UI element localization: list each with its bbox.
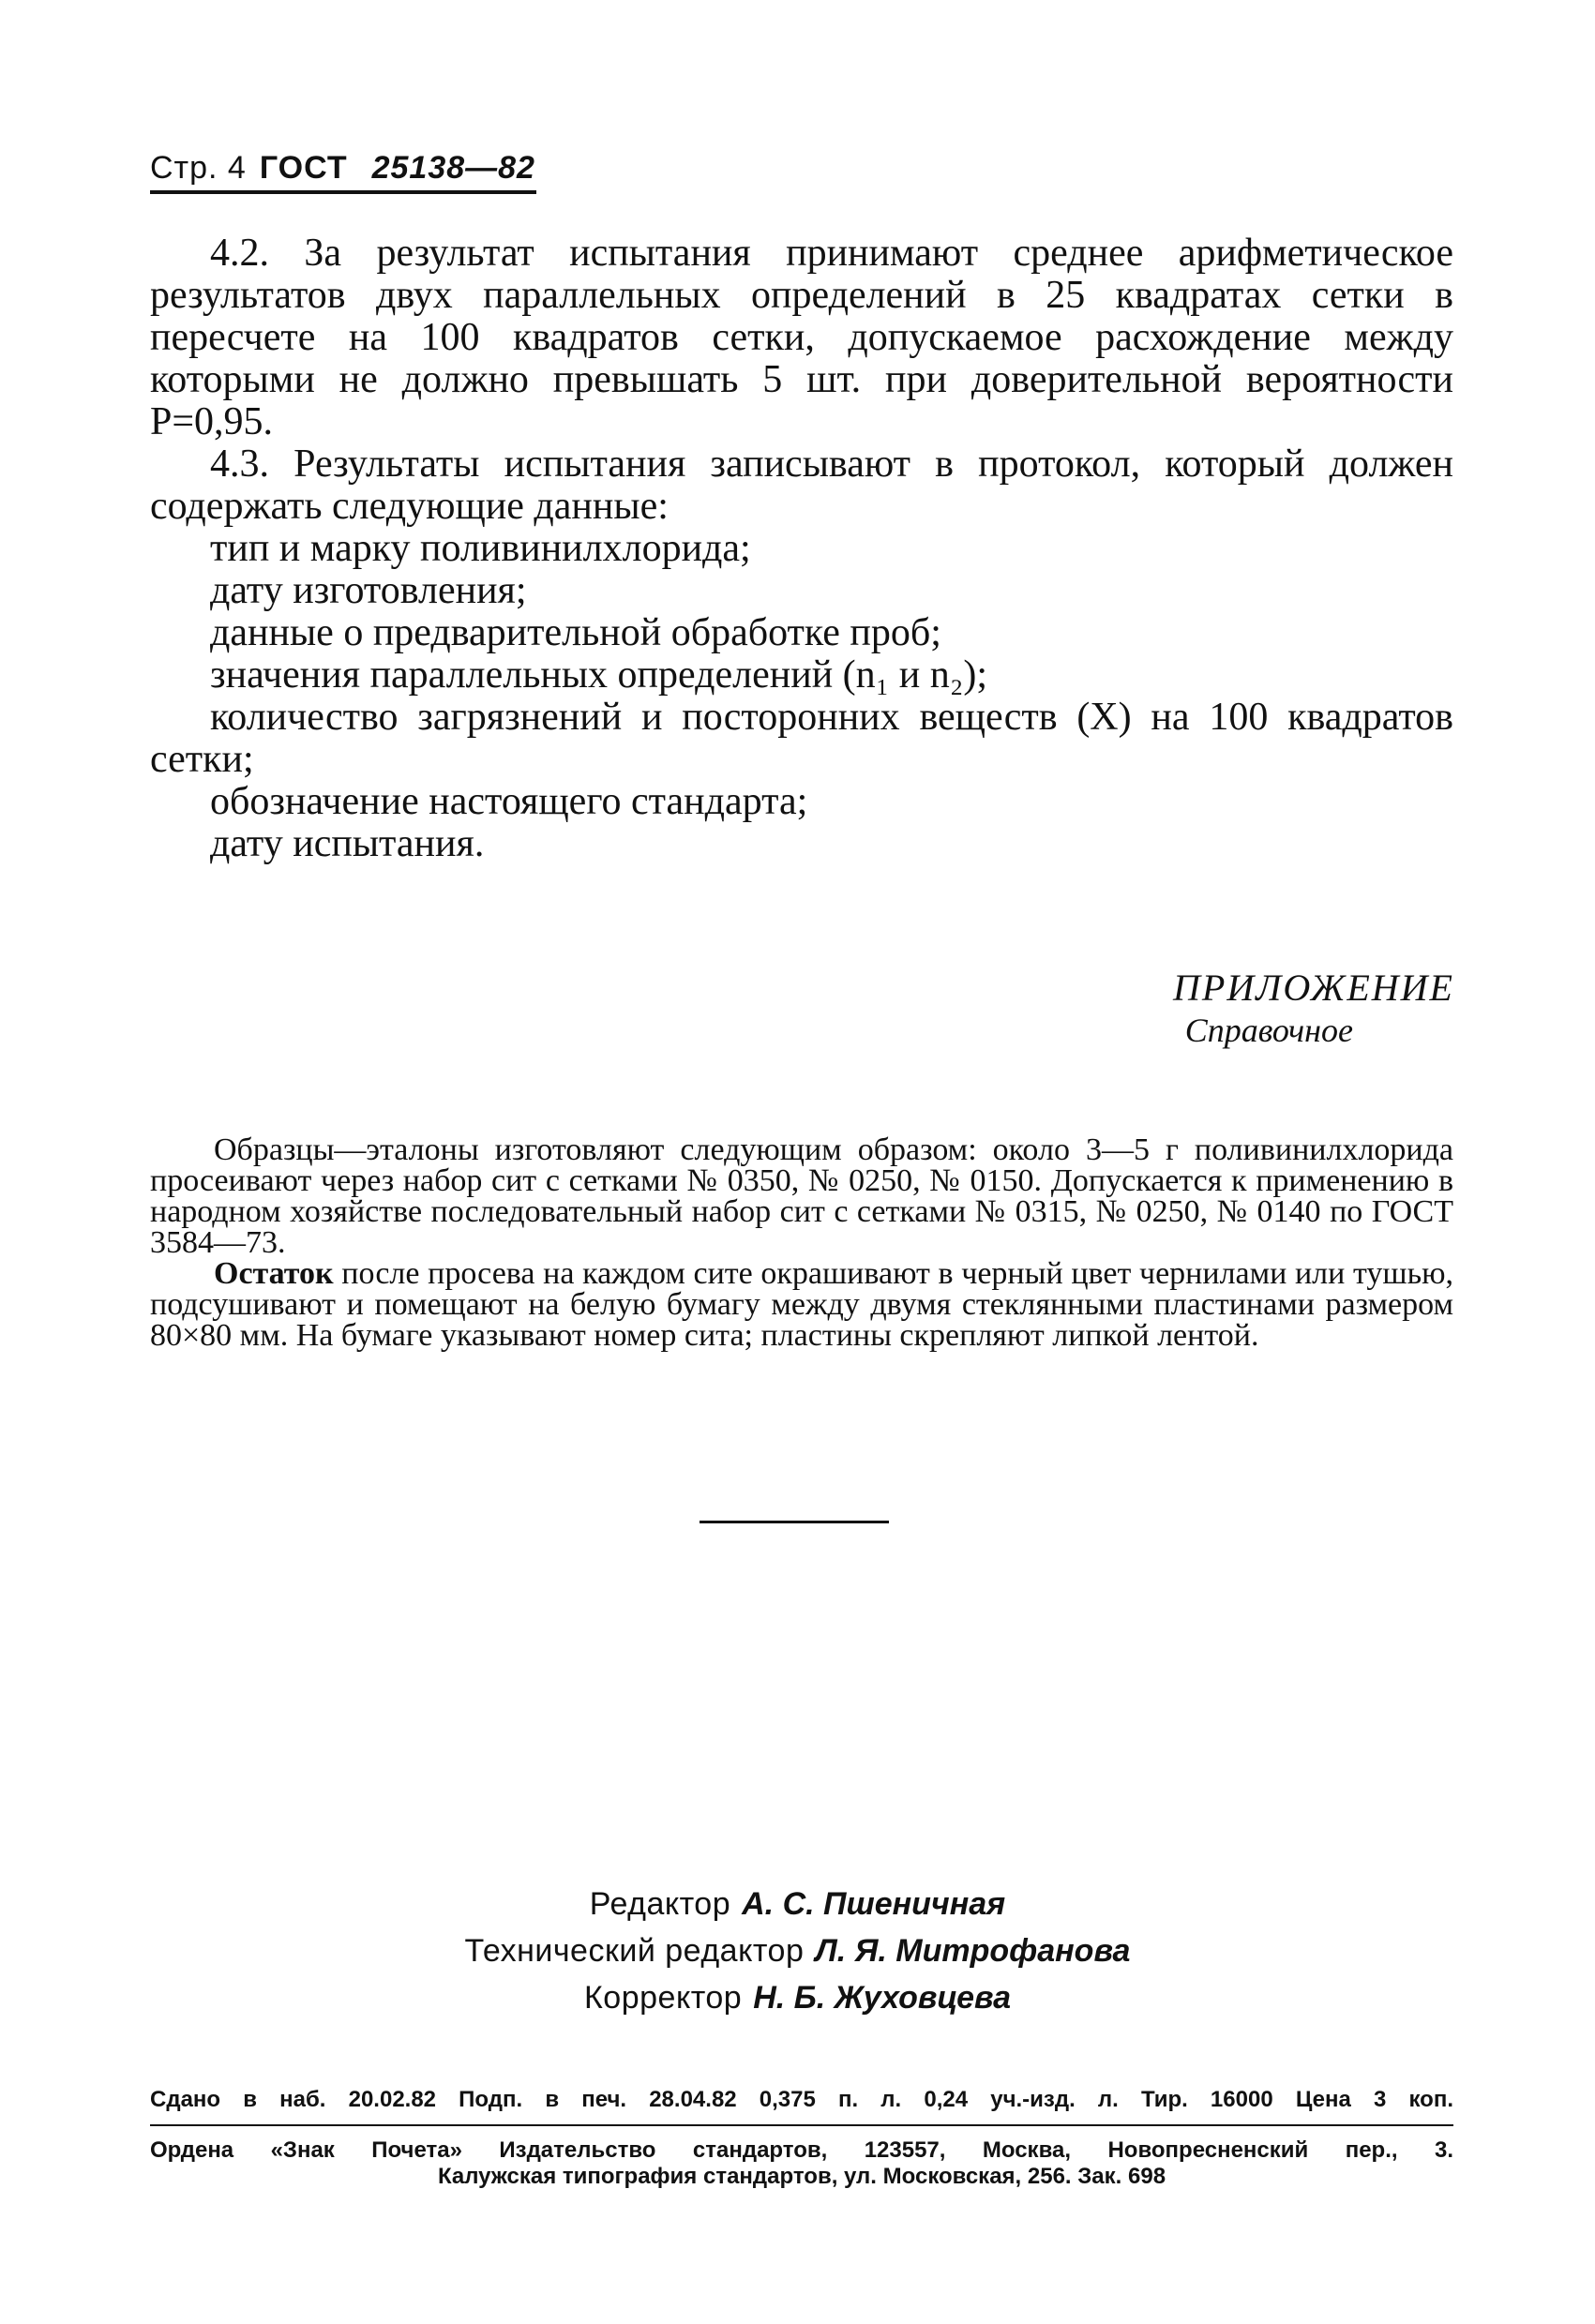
- tech-editor-line: [0, 1927, 1595, 1974]
- corrector-name: Н. Б. Жуховцева: [753, 1980, 1011, 2016]
- list-item: данные о предварительной обработке проб;: [210, 611, 941, 654]
- appendix-text: [150, 1134, 1453, 1351]
- imprint-rule: [150, 2124, 1453, 2126]
- appendix-paragraph-2: [150, 1258, 1453, 1351]
- list-item: обозначение настоящего стандарта;: [210, 780, 808, 823]
- tech-editor-role: Технический редактор: [464, 1933, 805, 1969]
- appendix-paragraph-2-rest: после просева на каждом сите окрашивают в черный цвет чернилами или тушью, подсушивают и помещают на белую бумагу между двумя стеклянными пластинами размером 80×80 мм. На бумаге указывают номер сита; пластины скрепляют липкой лентой.: [150, 1256, 1454, 1353]
- appendix-paragraph-2-lead: Остаток: [214, 1256, 334, 1291]
- page-header: [150, 150, 535, 187]
- corrector-line: [0, 1974, 1595, 2021]
- appendix-paragraph-1: Образцы—эталоны изготовляют следующим образом: около 3—5 г поливинилхлорида просеивают через набор сит с сетками № 0350, № 0250, № 0150. Допускается к применению в народном хозяйстве последовательный набор сит с сетками № 0315, № 0250, № 0140 по ГОСТ 3584—73.: [150, 1132, 1453, 1260]
- page-label: Стр. 4: [150, 150, 247, 186]
- paragraph-4-2: 4.2. За результат испытания принимают среднее арифметическое результатов двух параллельных определений в 25 квадратах сетки в пересчете на 100 квадратов сетки, допускаемое расхождение между которыми не должно превышать 5 шт. при доверительной вероятности P=0,95.: [150, 232, 1453, 443]
- appendix-title: ПРИЛОЖЕНИЕ: [1173, 967, 1454, 1009]
- credits-block: [0, 1881, 1595, 2021]
- list-item: дату испытания.: [210, 822, 485, 865]
- publisher-block: [150, 2137, 1453, 2190]
- publisher-line-1: Ордена «Знак Почета» Издательство стандартов, 123557, Москва, Новопресненский пер., 3.: [150, 2137, 1453, 2163]
- editor-name: А. С. Пшеничная: [742, 1886, 1006, 1922]
- main-text: [150, 232, 1453, 865]
- appendix-subtitle: Справочное: [1184, 1012, 1353, 1049]
- list-item: количество загрязнений и посторонних веществ (X) на 100 квадратов сетки;: [150, 696, 1453, 781]
- editor-role: Редактор: [589, 1886, 731, 1922]
- paragraph-4-3: 4.3. Результаты испытания записывают в протокол, который должен содержать следующие данные:: [150, 442, 1453, 528]
- header-rule: [150, 190, 536, 194]
- list-item: значения параллельных определений (n₁ и n₂);: [210, 653, 988, 697]
- editor-line: [0, 1881, 1595, 1927]
- imprint-line: Сдано в наб. 20.02.82 Подп. в печ. 28.04.82 0,375 п. л. 0,24 уч.-изд. л. Тир. 16000 Цена 3 коп.: [150, 2087, 1453, 2112]
- publisher-line-2: Калужская типография стандартов, ул. Московская, 256. Зак. 698: [437, 2164, 1166, 2189]
- section-divider: [700, 1521, 889, 1523]
- list-item: тип и марку поливинилхлорида;: [210, 527, 751, 570]
- standard-number: 25138—82: [371, 150, 535, 186]
- standard-prefix: ГОСТ: [259, 150, 348, 186]
- list-item: дату изготовления;: [210, 569, 527, 612]
- tech-editor-name: Л. Я. Митрофанова: [815, 1933, 1131, 1969]
- corrector-role: Корректор: [584, 1980, 743, 2016]
